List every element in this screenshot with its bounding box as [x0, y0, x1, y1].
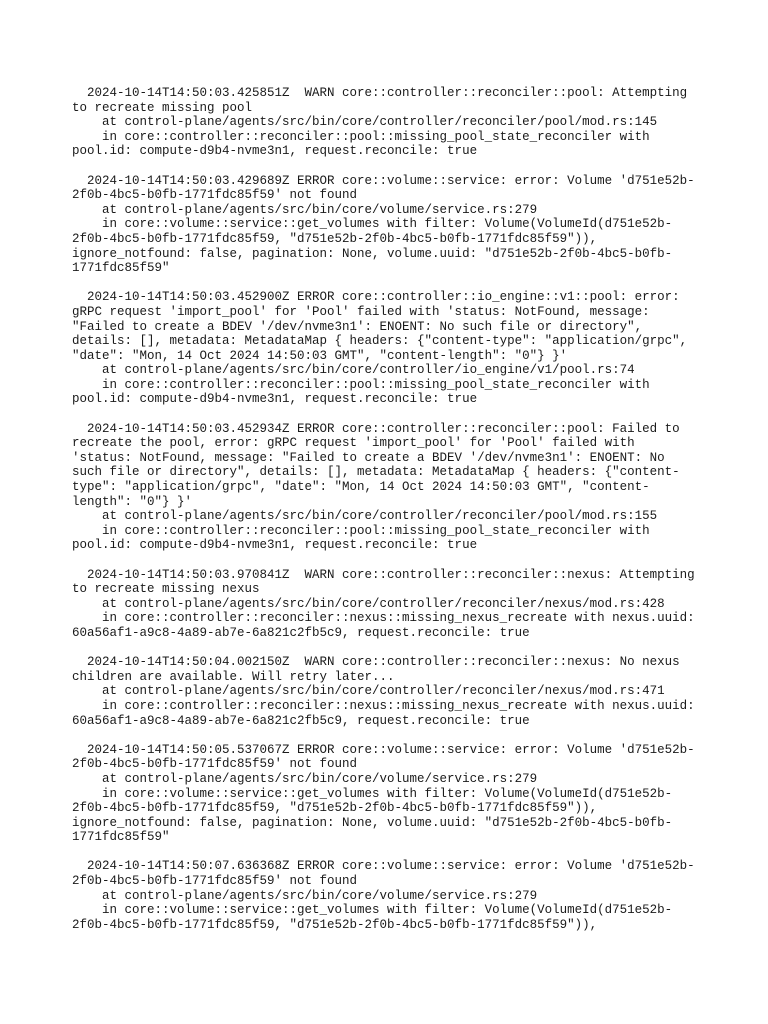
log-line: pool.id: compute-d9b4-nvme3n1, request.reconcile: true	[72, 538, 478, 553]
log-page	[72, 86, 712, 947]
log-entry	[72, 174, 712, 276]
log-line: at control-plane/agents/src/bin/core/controller/io_engine/v1/pool.rs:74	[72, 363, 635, 378]
log-line: in core::volume::service::get_volumes with filter: Volume(VolumeId(d751e52b-	[72, 217, 673, 232]
log-line: at control-plane/agents/src/bin/core/controller/reconciler/nexus/mod.rs:471	[72, 684, 665, 699]
log-line: 2f0b-4bc5-b0fb-1771fdc85f59' not found	[72, 874, 358, 889]
log-entry	[72, 290, 712, 407]
log-line: in core::volume::service::get_volumes with filter: Volume(VolumeId(d751e52b-	[72, 903, 673, 918]
log-line: 2f0b-4bc5-b0fb-1771fdc85f59' not found	[72, 757, 358, 772]
log-line: pool.id: compute-d9b4-nvme3n1, request.reconcile: true	[72, 144, 478, 159]
log-line: children are available. Will retry later...	[72, 669, 395, 684]
log-line: 2024-10-14T14:50:03.452934Z ERROR core::controller::reconciler::pool: Failed to	[72, 421, 680, 436]
log-entry	[72, 655, 712, 728]
log-line: in core::controller::reconciler::nexus::missing_nexus_recreate with nexus.uuid:	[72, 611, 695, 626]
log-line: 2024-10-14T14:50:04.002150Z WARN core::controller::reconciler::nexus: No nexus	[72, 655, 680, 670]
log-line: to recreate missing nexus	[72, 582, 260, 597]
log-entry	[72, 86, 712, 159]
log-line: "date": "Mon, 14 Oct 2024 14:50:03 GMT", "content-length": "0"} }'	[72, 348, 568, 363]
log-line: 2024-10-14T14:50:05.537067Z ERROR core::volume::service: error: Volume 'd751e52b-	[72, 742, 695, 757]
log-line: such file or directory", details: [], metadata: MetadataMap { headers: {"content-	[72, 465, 680, 480]
log-line: 1771fdc85f59"	[72, 830, 170, 845]
log-line: gRPC request 'import_pool' for 'Pool' failed with 'status: NotFound, message:	[72, 304, 650, 319]
log-line: at control-plane/agents/src/bin/core/controller/reconciler/pool/mod.rs:155	[72, 509, 658, 524]
log-line: length": "0"} }'	[72, 494, 193, 509]
log-line: in core::controller::reconciler::pool::missing_pool_state_reconciler with	[72, 523, 650, 538]
log-line: at control-plane/agents/src/bin/core/volume/service.rs:279	[72, 888, 538, 903]
log-line: details: [], metadata: MetadataMap { headers: {"content-type": "application/grpc",	[72, 334, 688, 349]
log-line: 2f0b-4bc5-b0fb-1771fdc85f59' not found	[72, 188, 358, 203]
log-line: "Failed to create a BDEV '/dev/nvme3n1': ENOENT: No such file or directory",	[72, 319, 643, 334]
log-line: 60a56af1-a9c8-4a89-ab7e-6a821c2fb5c9, request.reconcile: true	[72, 625, 530, 640]
log-line: 2f0b-4bc5-b0fb-1771fdc85f59, "d751e52b-2f0b-4bc5-b0fb-1771fdc85f59")),	[72, 231, 598, 246]
log-line: pool.id: compute-d9b4-nvme3n1, request.reconcile: true	[72, 392, 478, 407]
log-line: recreate the pool, error: gRPC request 'import_pool' for 'Pool' failed with	[72, 436, 635, 451]
log-entry	[72, 743, 712, 845]
log-line: ignore_notfound: false, pagination: None, volume.uuid: "d751e52b-2f0b-4bc5-b0fb-	[72, 246, 673, 261]
log-line: 'status: NotFound, message: "Failed to create a BDEV '/dev/nvme3n1': ENOENT: No	[72, 450, 665, 465]
log-line: at control-plane/agents/src/bin/core/controller/reconciler/pool/mod.rs:145	[72, 115, 658, 130]
log-line: in core::controller::reconciler::pool::missing_pool_state_reconciler with	[72, 129, 650, 144]
log-line: 2f0b-4bc5-b0fb-1771fdc85f59, "d751e52b-2f0b-4bc5-b0fb-1771fdc85f59")),	[72, 801, 598, 816]
log-line: 60a56af1-a9c8-4a89-ab7e-6a821c2fb5c9, request.reconcile: true	[72, 713, 530, 728]
log-line: type": "application/grpc", "date": "Mon, 14 Oct 2024 14:50:03 GMT", "content-	[72, 480, 650, 495]
log-line: 2024-10-14T14:50:03.429689Z ERROR core::volume::service: error: Volume 'd751e52b-	[72, 173, 695, 188]
log-line: at control-plane/agents/src/bin/core/controller/reconciler/nexus/mod.rs:428	[72, 596, 665, 611]
log-line: 2024-10-14T14:50:07.636368Z ERROR core::volume::service: error: Volume 'd751e52b-	[72, 859, 695, 874]
log-line: at control-plane/agents/src/bin/core/volume/service.rs:279	[72, 771, 538, 786]
log-entry	[72, 422, 712, 553]
log-line: in core::controller::reconciler::nexus::missing_nexus_recreate with nexus.uuid:	[72, 698, 695, 713]
log-line: 2f0b-4bc5-b0fb-1771fdc85f59, "d751e52b-2f0b-4bc5-b0fb-1771fdc85f59")),	[72, 917, 598, 932]
log-line: in core::volume::service::get_volumes with filter: Volume(VolumeId(d751e52b-	[72, 786, 673, 801]
log-entry	[72, 859, 712, 932]
log-line: to recreate missing pool	[72, 100, 253, 115]
log-entry	[72, 568, 712, 641]
log-line: 1771fdc85f59"	[72, 261, 170, 276]
log-line: ignore_notfound: false, pagination: None, volume.uuid: "d751e52b-2f0b-4bc5-b0fb-	[72, 815, 673, 830]
log-line: at control-plane/agents/src/bin/core/volume/service.rs:279	[72, 202, 538, 217]
log-line: 2024-10-14T14:50:03.425851Z WARN core::controller::reconciler::pool: Attempting	[72, 86, 688, 100]
log-line: 2024-10-14T14:50:03.970841Z WARN core::controller::reconciler::nexus: Attempting	[72, 567, 695, 582]
log-line: in core::controller::reconciler::pool::missing_pool_state_reconciler with	[72, 377, 650, 392]
log-line: 2024-10-14T14:50:03.452900Z ERROR core::controller::io_engine::v1::pool: error:	[72, 290, 680, 305]
